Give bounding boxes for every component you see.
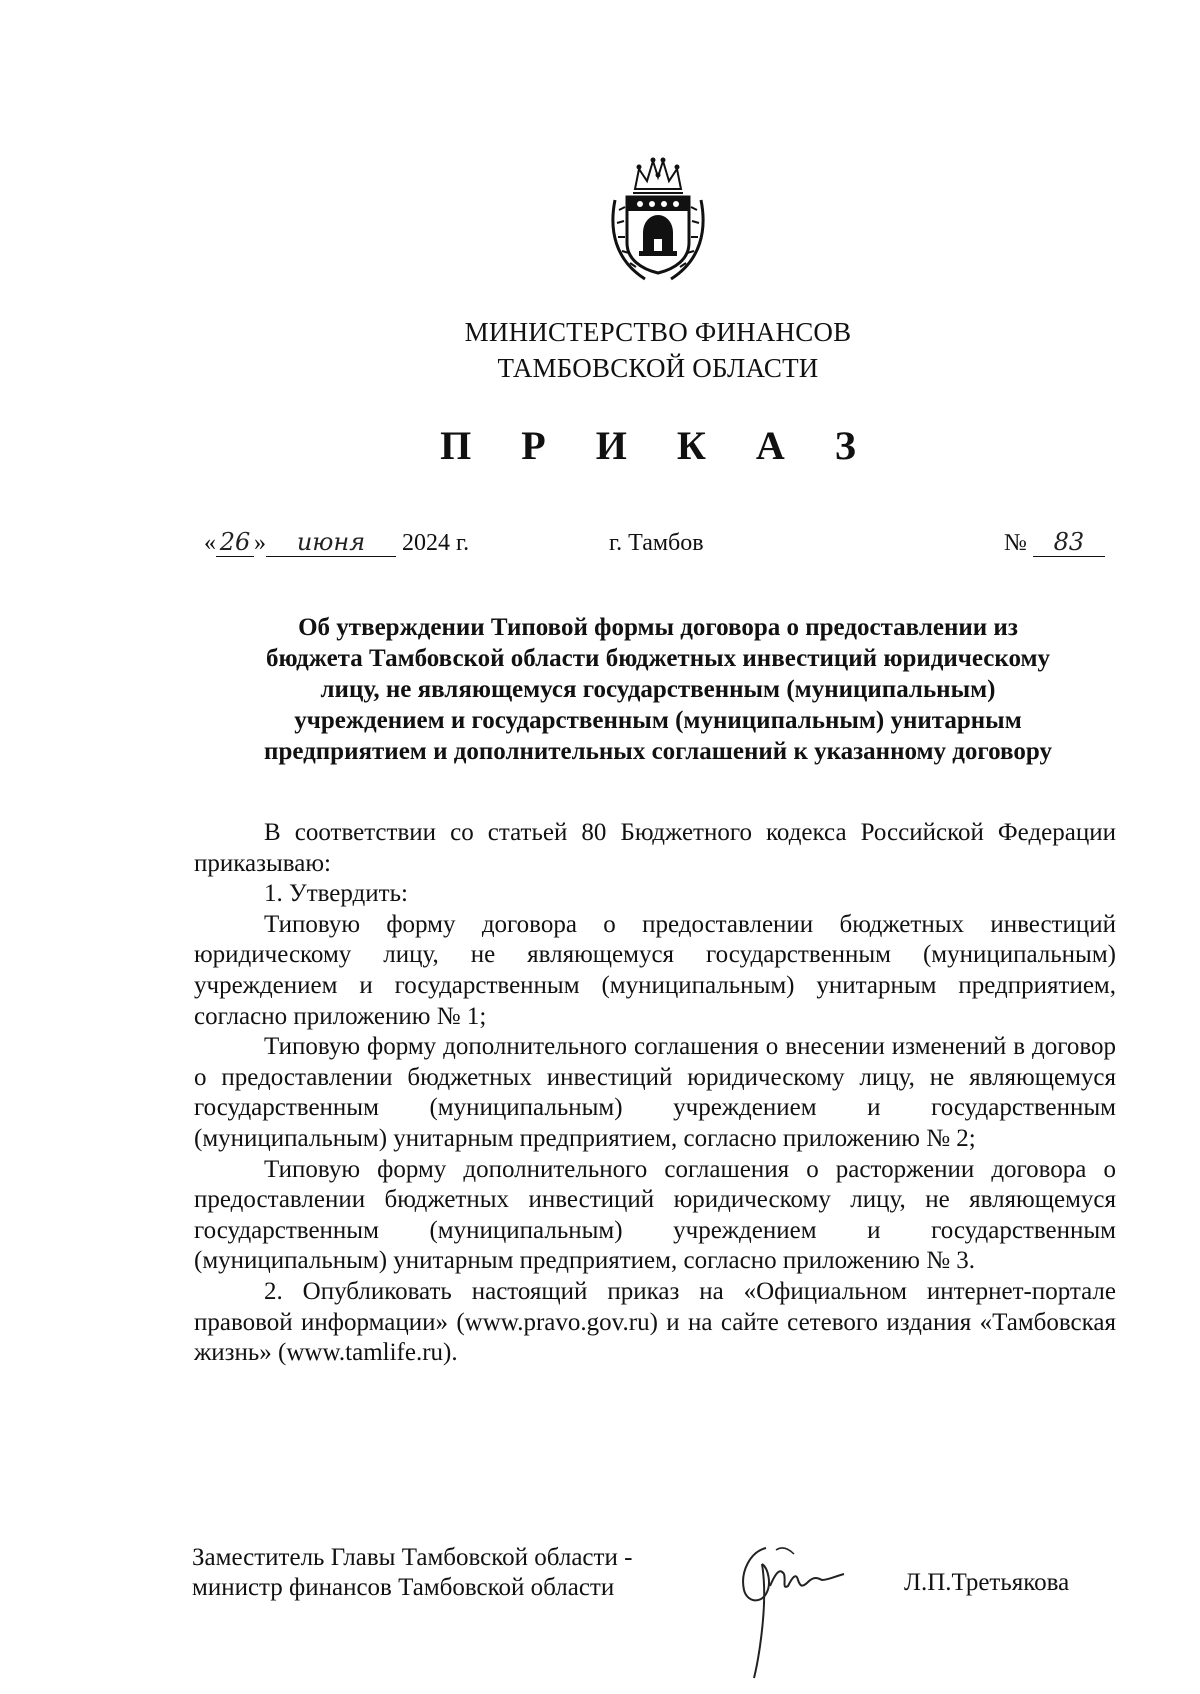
subject-line: бюджета Тамбовской области бюджетных инвестиций юридическому (265, 645, 1051, 672)
document-date: « 26 » июня 2024 г. (204, 528, 470, 556)
document-number (1004, 525, 1105, 561)
signer-name: Л.П.Третьякова (904, 1569, 1070, 1596)
number-label: № (1004, 530, 1027, 556)
preamble-paragraph: В соответствии со статьей 80 Бюджетного кодекса Российской Федерации приказываю: (194, 819, 1116, 877)
subject-line: лицу, не являющемуся государственным (муниципальным) (320, 676, 996, 703)
document-type-title: П Р И К А З (440, 423, 876, 468)
subject-line: предприятием и дополнительных соглашений к указанному договору (264, 738, 1052, 765)
number-handwritten: 83 (1033, 528, 1105, 557)
approved-form-3: Типовую форму дополнительного соглашения о расторжении договора о предоставлении бюджетных инвестиций юридическому лицу, не являющемуся государственным (муниципальным) учреждением и государственным (муниципальным) унитарным предприятием, согласно приложению № 3. (194, 1155, 1116, 1275)
date-month-handwritten: июня (266, 528, 396, 557)
signer-position-line2: министр финансов Тамбовской области (192, 1574, 615, 1601)
approved-form-1: Типовую форму договора о предоставлении бюджетных инвестиций юридическому лицу, не являющемуся государственным (муниципальным) учреждением и государственным (муниципальным) унитарным предприятием, согласно приложению № 1; (194, 910, 1116, 1030)
date-place-number-line (204, 525, 1114, 565)
subject-line: Об утверждении Типовой формы договора о предоставлении из (298, 614, 1018, 641)
subject-line: учреждением и государственным (муниципальным) унитарным (294, 707, 1022, 734)
signer-position (192, 1543, 692, 1603)
handwritten-signature-icon (732, 1528, 852, 1683)
date-year: 2024 г. (402, 530, 470, 556)
order-body (194, 818, 1116, 1369)
date-day-handwritten: 26 (216, 528, 254, 557)
ministry-name (0, 314, 1200, 386)
item-2-publication: 2. Опубликовать настоящий приказ на «Официальном интернет-портале правовой информации» (www.pravo.gov.ru) и на сайте сетевого издания «Тамбовская жизнь» (www.tamlife.ru). (194, 1277, 1116, 1367)
approved-form-2: Типовую форму дополнительного соглашения о внесении изменений в договор о предоставлении бюджетных инвестиций юридическому лицу, не являющемуся государственным (муниципальным) учреждением и государственным (муниципальным) унитарным предприятием, согласно приложению № 2; (194, 1033, 1116, 1152)
document-city: г. Тамбов (609, 530, 704, 556)
item-1-heading: 1. Утвердить: (264, 880, 408, 908)
ministry-name-line2: ТАМБОВСКОЙ ОБЛАСТИ (497, 353, 819, 383)
ministry-name-line1: МИНИСТЕРСТВО ФИНАНСОВ (464, 317, 852, 347)
order-subject (200, 612, 1116, 767)
signer-position-line1: Заместитель Главы Тамбовской области - (192, 1544, 633, 1571)
tambov-region-coat-of-arms-icon (605, 155, 711, 285)
